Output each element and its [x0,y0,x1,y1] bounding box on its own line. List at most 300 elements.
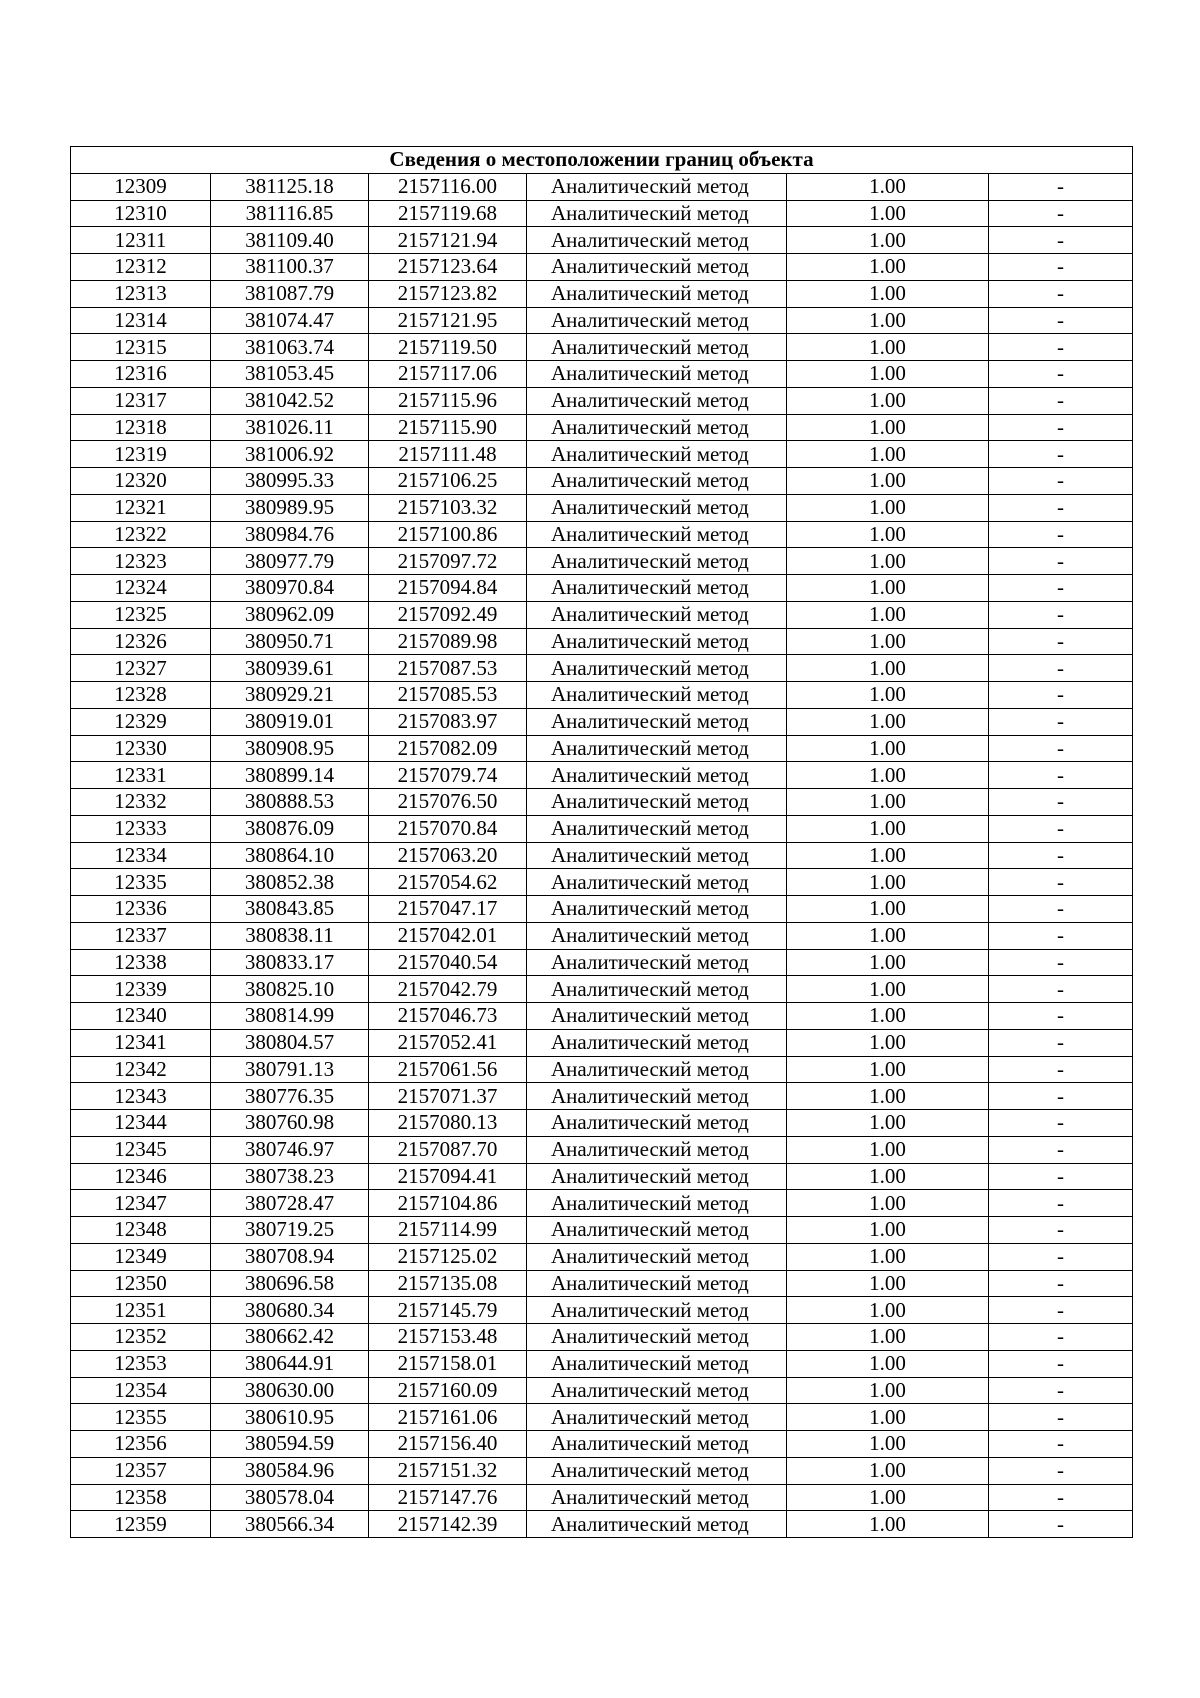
point-number-cell: 12321 [71,494,211,521]
table-row [71,628,1133,655]
point-number-cell: 12325 [71,601,211,628]
x-coordinate-cell: 381116.85 [211,200,369,227]
accuracy-cell: 1.00 [787,601,989,628]
x-coordinate-cell: 380760.98 [211,1110,369,1137]
method-cell: Аналитический метод [527,1190,787,1217]
point-number-cell: 12348 [71,1217,211,1244]
table-row [71,601,1133,628]
point-number-cell: 12354 [71,1377,211,1404]
description-cell: - [989,1377,1133,1404]
description-cell: - [989,1110,1133,1137]
table-row [71,682,1133,709]
y-coordinate-cell: 2157156.40 [369,1431,527,1458]
accuracy-cell: 1.00 [787,1457,989,1484]
table-row [71,1110,1133,1137]
description-cell: - [989,1324,1133,1351]
method-cell: Аналитический метод [527,387,787,414]
description-cell: - [989,842,1133,869]
table-row [71,494,1133,521]
method-cell: Аналитический метод [527,601,787,628]
point-number-cell: 12329 [71,708,211,735]
x-coordinate-cell: 380696.58 [211,1270,369,1297]
description-cell: - [989,307,1133,334]
x-coordinate-cell: 380566.34 [211,1511,369,1538]
accuracy-cell: 1.00 [787,762,989,789]
method-cell: Аналитический метод [527,200,787,227]
point-number-cell: 12341 [71,1029,211,1056]
x-coordinate-cell: 380719.25 [211,1217,369,1244]
description-cell: - [989,1163,1133,1190]
description-cell: - [989,1056,1133,1083]
y-coordinate-cell: 2157142.39 [369,1511,527,1538]
point-number-cell: 12311 [71,227,211,254]
table-row [71,842,1133,869]
table-row [71,1003,1133,1030]
table-row [71,173,1133,200]
description-cell: - [989,1003,1133,1030]
method-cell: Аналитический метод [527,655,787,682]
y-coordinate-cell: 2157115.90 [369,414,527,441]
point-number-cell: 12313 [71,280,211,307]
method-cell: Аналитический метод [527,1003,787,1030]
table-row [71,1136,1133,1163]
accuracy-cell: 1.00 [787,949,989,976]
accuracy-cell: 1.00 [787,708,989,735]
x-coordinate-cell: 381125.18 [211,173,369,200]
x-coordinate-cell: 381109.40 [211,227,369,254]
description-cell: - [989,1083,1133,1110]
y-coordinate-cell: 2157135.08 [369,1270,527,1297]
y-coordinate-cell: 2157114.99 [369,1217,527,1244]
y-coordinate-cell: 2157115.96 [369,387,527,414]
point-number-cell: 12336 [71,896,211,923]
point-number-cell: 12337 [71,922,211,949]
accuracy-cell: 1.00 [787,922,989,949]
method-cell: Аналитический метод [527,1029,787,1056]
y-coordinate-cell: 2157071.37 [369,1083,527,1110]
x-coordinate-cell: 380746.97 [211,1136,369,1163]
method-cell: Аналитический метод [527,1324,787,1351]
description-cell: - [989,655,1133,682]
accuracy-cell: 1.00 [787,976,989,1003]
description-cell: - [989,1190,1133,1217]
accuracy-cell: 1.00 [787,575,989,602]
accuracy-cell: 1.00 [787,1163,989,1190]
description-cell: - [989,1431,1133,1458]
point-number-cell: 12330 [71,735,211,762]
y-coordinate-cell: 2157063.20 [369,842,527,869]
y-coordinate-cell: 2157103.32 [369,494,527,521]
x-coordinate-cell: 381006.92 [211,441,369,468]
point-number-cell: 12356 [71,1431,211,1458]
description-cell: - [989,628,1133,655]
table-row [71,735,1133,762]
table-row [71,1324,1133,1351]
x-coordinate-cell: 380738.23 [211,1163,369,1190]
x-coordinate-cell: 381026.11 [211,414,369,441]
point-number-cell: 12349 [71,1243,211,1270]
accuracy-cell: 1.00 [787,334,989,361]
x-coordinate-cell: 380791.13 [211,1056,369,1083]
y-coordinate-cell: 2157097.72 [369,548,527,575]
table-row [71,922,1133,949]
point-number-cell: 12355 [71,1404,211,1431]
table-row [71,762,1133,789]
accuracy-cell: 1.00 [787,1297,989,1324]
table-row [71,1511,1133,1538]
point-number-cell: 12309 [71,173,211,200]
description-cell: - [989,227,1133,254]
accuracy-cell: 1.00 [787,1404,989,1431]
description-cell: - [989,1511,1133,1538]
y-coordinate-cell: 2157160.09 [369,1377,527,1404]
boundary-table [70,146,1133,1538]
y-coordinate-cell: 2157125.02 [369,1243,527,1270]
point-number-cell: 12317 [71,387,211,414]
description-cell: - [989,762,1133,789]
table-row [71,1056,1133,1083]
table-row [71,1083,1133,1110]
x-coordinate-cell: 380728.47 [211,1190,369,1217]
point-number-cell: 12327 [71,655,211,682]
x-coordinate-cell: 380594.59 [211,1431,369,1458]
point-number-cell: 12328 [71,682,211,709]
accuracy-cell: 1.00 [787,414,989,441]
accuracy-cell: 1.00 [787,1484,989,1511]
description-cell: - [989,789,1133,816]
method-cell: Аналитический метод [527,1110,787,1137]
table-row [71,896,1133,923]
point-number-cell: 12339 [71,976,211,1003]
table-row [71,976,1133,1003]
accuracy-cell: 1.00 [787,1190,989,1217]
y-coordinate-cell: 2157121.94 [369,227,527,254]
method-cell: Аналитический метод [527,494,787,521]
method-cell: Аналитический метод [527,1297,787,1324]
x-coordinate-cell: 380888.53 [211,789,369,816]
accuracy-cell: 1.00 [787,655,989,682]
point-number-cell: 12353 [71,1350,211,1377]
table-row [71,254,1133,281]
point-number-cell: 12347 [71,1190,211,1217]
y-coordinate-cell: 2157116.00 [369,173,527,200]
table-row [71,708,1133,735]
x-coordinate-cell: 380833.17 [211,949,369,976]
point-number-cell: 12358 [71,1484,211,1511]
description-cell: - [989,735,1133,762]
method-cell: Аналитический метод [527,1217,787,1244]
point-number-cell: 12338 [71,949,211,976]
accuracy-cell: 1.00 [787,1110,989,1137]
accuracy-cell: 1.00 [787,628,989,655]
description-cell: - [989,682,1133,709]
x-coordinate-cell: 380708.94 [211,1243,369,1270]
accuracy-cell: 1.00 [787,1431,989,1458]
table-row [71,307,1133,334]
method-cell: Аналитический метод [527,1377,787,1404]
x-coordinate-cell: 380929.21 [211,682,369,709]
accuracy-cell: 1.00 [787,1056,989,1083]
table-title: Сведения о местоположении границ объекта [71,147,1133,174]
method-cell: Аналитический метод [527,1484,787,1511]
method-cell: Аналитический метод [527,1243,787,1270]
x-coordinate-cell: 380644.91 [211,1350,369,1377]
point-number-cell: 12332 [71,789,211,816]
x-coordinate-cell: 380804.57 [211,1029,369,1056]
point-number-cell: 12333 [71,815,211,842]
method-cell: Аналитический метод [527,815,787,842]
table-row [71,441,1133,468]
method-cell: Аналитический метод [527,896,787,923]
method-cell: Аналитический метод [527,1056,787,1083]
accuracy-cell: 1.00 [787,361,989,388]
point-number-cell: 12357 [71,1457,211,1484]
accuracy-cell: 1.00 [787,682,989,709]
y-coordinate-cell: 2157087.70 [369,1136,527,1163]
y-coordinate-cell: 2157158.01 [369,1350,527,1377]
description-cell: - [989,708,1133,735]
y-coordinate-cell: 2157117.06 [369,361,527,388]
table-row [71,387,1133,414]
description-cell: - [989,1457,1133,1484]
y-coordinate-cell: 2157123.64 [369,254,527,281]
y-coordinate-cell: 2157119.50 [369,334,527,361]
y-coordinate-cell: 2157082.09 [369,735,527,762]
table-row [71,414,1133,441]
accuracy-cell: 1.00 [787,1324,989,1351]
y-coordinate-cell: 2157046.73 [369,1003,527,1030]
accuracy-cell: 1.00 [787,1377,989,1404]
x-coordinate-cell: 380899.14 [211,762,369,789]
method-cell: Аналитический метод [527,682,787,709]
description-cell: - [989,896,1133,923]
x-coordinate-cell: 380919.01 [211,708,369,735]
accuracy-cell: 1.00 [787,869,989,896]
description-cell: - [989,494,1133,521]
y-coordinate-cell: 2157047.17 [369,896,527,923]
table-row [71,1350,1133,1377]
accuracy-cell: 1.00 [787,200,989,227]
table-row [71,521,1133,548]
table-row [71,361,1133,388]
y-coordinate-cell: 2157100.86 [369,521,527,548]
accuracy-cell: 1.00 [787,468,989,495]
description-cell: - [989,976,1133,1003]
accuracy-cell: 1.00 [787,735,989,762]
y-coordinate-cell: 2157092.49 [369,601,527,628]
x-coordinate-cell: 381100.37 [211,254,369,281]
method-cell: Аналитический метод [527,173,787,200]
method-cell: Аналитический метод [527,869,787,896]
y-coordinate-cell: 2157054.62 [369,869,527,896]
point-number-cell: 12318 [71,414,211,441]
point-number-cell: 12319 [71,441,211,468]
table-row [71,1297,1133,1324]
method-cell: Аналитический метод [527,949,787,976]
method-cell: Аналитический метод [527,575,787,602]
table-row [71,815,1133,842]
y-coordinate-cell: 2157076.50 [369,789,527,816]
description-cell: - [989,468,1133,495]
point-number-cell: 12350 [71,1270,211,1297]
method-cell: Аналитический метод [527,227,787,254]
x-coordinate-cell: 381087.79 [211,280,369,307]
point-number-cell: 12345 [71,1136,211,1163]
method-cell: Аналитический метод [527,1457,787,1484]
point-number-cell: 12335 [71,869,211,896]
accuracy-cell: 1.00 [787,548,989,575]
x-coordinate-cell: 380843.85 [211,896,369,923]
accuracy-cell: 1.00 [787,1136,989,1163]
method-cell: Аналитический метод [527,280,787,307]
accuracy-cell: 1.00 [787,1350,989,1377]
description-cell: - [989,922,1133,949]
x-coordinate-cell: 380950.71 [211,628,369,655]
accuracy-cell: 1.00 [787,842,989,869]
description-cell: - [989,1297,1133,1324]
point-number-cell: 12315 [71,334,211,361]
description-cell: - [989,280,1133,307]
y-coordinate-cell: 2157119.68 [369,200,527,227]
x-coordinate-cell: 380876.09 [211,815,369,842]
point-number-cell: 12324 [71,575,211,602]
method-cell: Аналитический метод [527,1350,787,1377]
table-row [71,227,1133,254]
accuracy-cell: 1.00 [787,815,989,842]
method-cell: Аналитический метод [527,708,787,735]
table-row [71,200,1133,227]
method-cell: Аналитический метод [527,842,787,869]
accuracy-cell: 1.00 [787,521,989,548]
table-row [71,575,1133,602]
x-coordinate-cell: 381042.52 [211,387,369,414]
y-coordinate-cell: 2157040.54 [369,949,527,976]
method-cell: Аналитический метод [527,414,787,441]
x-coordinate-cell: 380908.95 [211,735,369,762]
table-title-row [71,147,1133,174]
accuracy-cell: 1.00 [787,1003,989,1030]
table-row [71,789,1133,816]
y-coordinate-cell: 2157085.53 [369,682,527,709]
point-number-cell: 12351 [71,1297,211,1324]
y-coordinate-cell: 2157104.86 [369,1190,527,1217]
point-number-cell: 12322 [71,521,211,548]
y-coordinate-cell: 2157151.32 [369,1457,527,1484]
x-coordinate-cell: 380962.09 [211,601,369,628]
accuracy-cell: 1.00 [787,441,989,468]
x-coordinate-cell: 380630.00 [211,1377,369,1404]
x-coordinate-cell: 380852.38 [211,869,369,896]
description-cell: - [989,601,1133,628]
method-cell: Аналитический метод [527,735,787,762]
description-cell: - [989,869,1133,896]
x-coordinate-cell: 380610.95 [211,1404,369,1431]
point-number-cell: 12323 [71,548,211,575]
x-coordinate-cell: 380680.34 [211,1297,369,1324]
description-cell: - [989,1029,1133,1056]
y-coordinate-cell: 2157121.95 [369,307,527,334]
table-row [71,1163,1133,1190]
description-cell: - [989,575,1133,602]
method-cell: Аналитический метод [527,1511,787,1538]
accuracy-cell: 1.00 [787,1243,989,1270]
accuracy-cell: 1.00 [787,494,989,521]
y-coordinate-cell: 2157161.06 [369,1404,527,1431]
accuracy-cell: 1.00 [787,307,989,334]
x-coordinate-cell: 381063.74 [211,334,369,361]
x-coordinate-cell: 380977.79 [211,548,369,575]
y-coordinate-cell: 2157111.48 [369,441,527,468]
point-number-cell: 12344 [71,1110,211,1137]
description-cell: - [989,1243,1133,1270]
y-coordinate-cell: 2157147.76 [369,1484,527,1511]
y-coordinate-cell: 2157042.79 [369,976,527,1003]
description-cell: - [989,1270,1133,1297]
y-coordinate-cell: 2157061.56 [369,1056,527,1083]
table-row [71,1404,1133,1431]
description-cell: - [989,173,1133,200]
method-cell: Аналитический метод [527,1431,787,1458]
x-coordinate-cell: 380825.10 [211,976,369,1003]
method-cell: Аналитический метод [527,441,787,468]
method-cell: Аналитический метод [527,307,787,334]
method-cell: Аналитический метод [527,922,787,949]
point-number-cell: 12342 [71,1056,211,1083]
table-row [71,280,1133,307]
description-cell: - [989,200,1133,227]
x-coordinate-cell: 380662.42 [211,1324,369,1351]
method-cell: Аналитический метод [527,254,787,281]
y-coordinate-cell: 2157083.97 [369,708,527,735]
y-coordinate-cell: 2157042.01 [369,922,527,949]
method-cell: Аналитический метод [527,762,787,789]
table-row [71,949,1133,976]
description-cell: - [989,254,1133,281]
accuracy-cell: 1.00 [787,1029,989,1056]
point-number-cell: 12310 [71,200,211,227]
description-cell: - [989,441,1133,468]
accuracy-cell: 1.00 [787,1270,989,1297]
table-row [71,1457,1133,1484]
x-coordinate-cell: 380970.84 [211,575,369,602]
point-number-cell: 12326 [71,628,211,655]
accuracy-cell: 1.00 [787,227,989,254]
method-cell: Аналитический метод [527,789,787,816]
method-cell: Аналитический метод [527,1136,787,1163]
point-number-cell: 12316 [71,361,211,388]
table-row [71,1270,1133,1297]
y-coordinate-cell: 2157123.82 [369,280,527,307]
table-row [71,869,1133,896]
method-cell: Аналитический метод [527,361,787,388]
y-coordinate-cell: 2157094.84 [369,575,527,602]
point-number-cell: 12352 [71,1324,211,1351]
accuracy-cell: 1.00 [787,173,989,200]
table-row [71,1377,1133,1404]
y-coordinate-cell: 2157106.25 [369,468,527,495]
point-number-cell: 12312 [71,254,211,281]
table-row [71,1217,1133,1244]
table-row [71,548,1133,575]
x-coordinate-cell: 380939.61 [211,655,369,682]
x-coordinate-cell: 380776.35 [211,1083,369,1110]
description-cell: - [989,414,1133,441]
point-number-cell: 12359 [71,1511,211,1538]
x-coordinate-cell: 380989.95 [211,494,369,521]
method-cell: Аналитический метод [527,1270,787,1297]
accuracy-cell: 1.00 [787,1083,989,1110]
x-coordinate-cell: 380838.11 [211,922,369,949]
